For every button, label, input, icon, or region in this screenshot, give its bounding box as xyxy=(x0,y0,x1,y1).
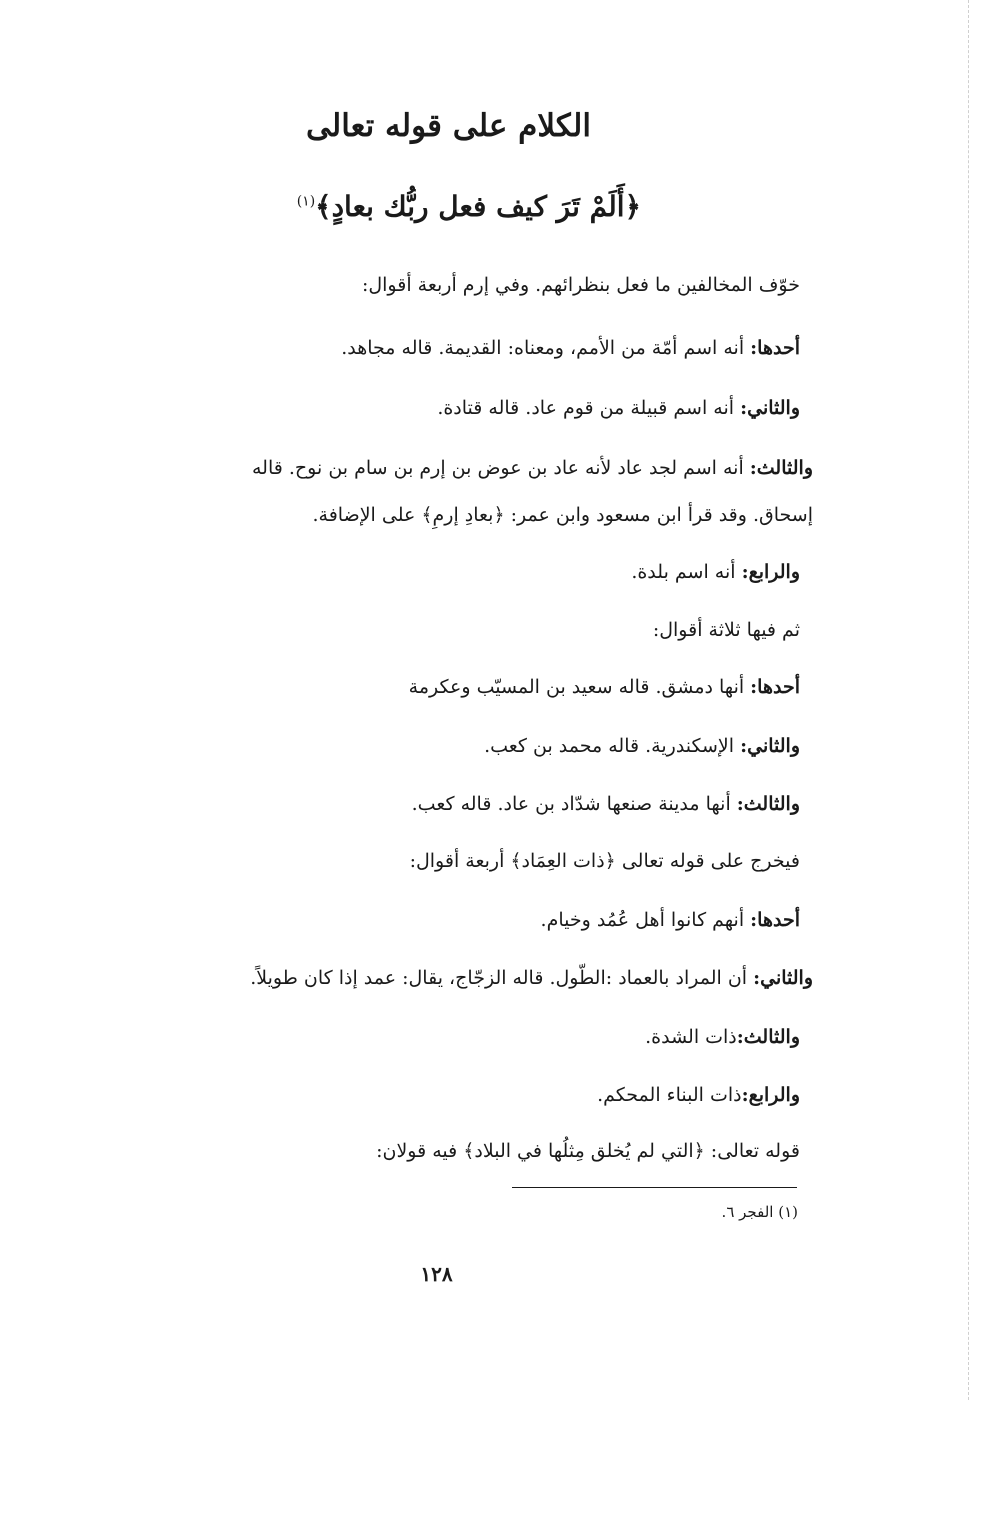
line-lead: والرابع: xyxy=(741,561,800,583)
line-lead: أحدها: xyxy=(750,337,800,359)
footnote: (١) الفجر ٦. xyxy=(721,1203,798,1221)
line-lead: والثاني: xyxy=(740,397,800,419)
page-number: ١٢٨ xyxy=(420,1262,453,1286)
text-line xyxy=(541,905,800,935)
line-lead: والرابع: xyxy=(741,1084,800,1106)
footnote-divider xyxy=(512,1187,797,1188)
text-line xyxy=(376,1136,800,1166)
line-text: أنه اسم لجد عاد لأنه عاد بن عوض بن إرم بن سام بن نوح. قاله xyxy=(251,457,750,479)
line-text: أنه اسم أمّة من الأمم، ومعناه: القديمة. قاله مجاهد. xyxy=(341,337,751,359)
line-text: ذات البناء المحكم. xyxy=(597,1084,742,1106)
line-text: الإسكندرية. قاله محمد بن كعب. xyxy=(484,735,741,757)
verse-heading-text: ﴿أَلَمْ تَرَ كيف فعل ربُّك بعادٍ﴾ xyxy=(315,190,641,223)
line-text: خوّف المخالفين ما فعل بنظرائهم. وفي إرم أربعة أقوال: xyxy=(361,274,800,296)
line-text: أنهم كانوا أهل عُمُد وخيام. xyxy=(540,909,751,931)
line-text: قوله تعالى: ﴿التي لم يُخلق مِثلُها في البلاد﴾ فيه قولان: xyxy=(376,1140,800,1162)
page-edge-line xyxy=(968,0,969,1400)
text-line xyxy=(312,500,813,530)
text-line xyxy=(631,557,800,587)
text-line xyxy=(645,1022,800,1052)
text-line xyxy=(412,789,800,819)
line-lead: والثالث: xyxy=(736,793,800,815)
text-line xyxy=(484,731,800,761)
verse-heading xyxy=(297,190,641,223)
line-text: أنه اسم بلدة. xyxy=(631,561,742,583)
line-text: أنها مدينة صنعها شدّاد بن عاد. قاله كعب. xyxy=(411,793,737,815)
text-line xyxy=(597,1080,800,1110)
line-lead: والثاني: xyxy=(753,967,813,989)
text-line xyxy=(252,453,813,483)
line-text: فيخرج على قوله تعالى ﴿ذات العِمَاد﴾ أربعة أقوال: xyxy=(409,850,800,872)
chapter-title: الكلام على قوله تعالى xyxy=(305,108,591,144)
line-text: أنها دمشق. قاله سعيد بن المسيّب وعكرمة xyxy=(408,676,751,698)
line-text: ثم فيها ثلاثة أقوال: xyxy=(652,619,800,641)
line-text: أن المراد بالعماد :الطّول. قاله الزجّاج، يقال: عمد إذا كان طويلاً. xyxy=(250,967,754,989)
text-line xyxy=(437,393,800,423)
line-lead: والثالث: xyxy=(736,1026,800,1048)
line-lead: والثاني: xyxy=(740,735,800,757)
line-text: ذات الشدة. xyxy=(645,1026,737,1048)
text-line xyxy=(409,672,800,702)
text-line xyxy=(410,846,800,876)
text-line xyxy=(250,963,813,993)
text-line xyxy=(362,270,800,300)
line-lead: والثالث: xyxy=(749,457,813,479)
line-text: أنه اسم قبيلة من قوم عاد. قاله قتادة. xyxy=(437,397,741,419)
line-lead: أحدها: xyxy=(750,909,800,931)
text-line xyxy=(653,615,800,645)
text-line xyxy=(341,333,800,363)
line-lead: أحدها: xyxy=(750,676,800,698)
footnote-marker: (١) xyxy=(296,193,316,210)
line-text: إسحاق. وقد قرأ ابن مسعود وابن عمر: ﴿بعادِ إرمِ﴾ على الإضافة. xyxy=(312,504,813,526)
